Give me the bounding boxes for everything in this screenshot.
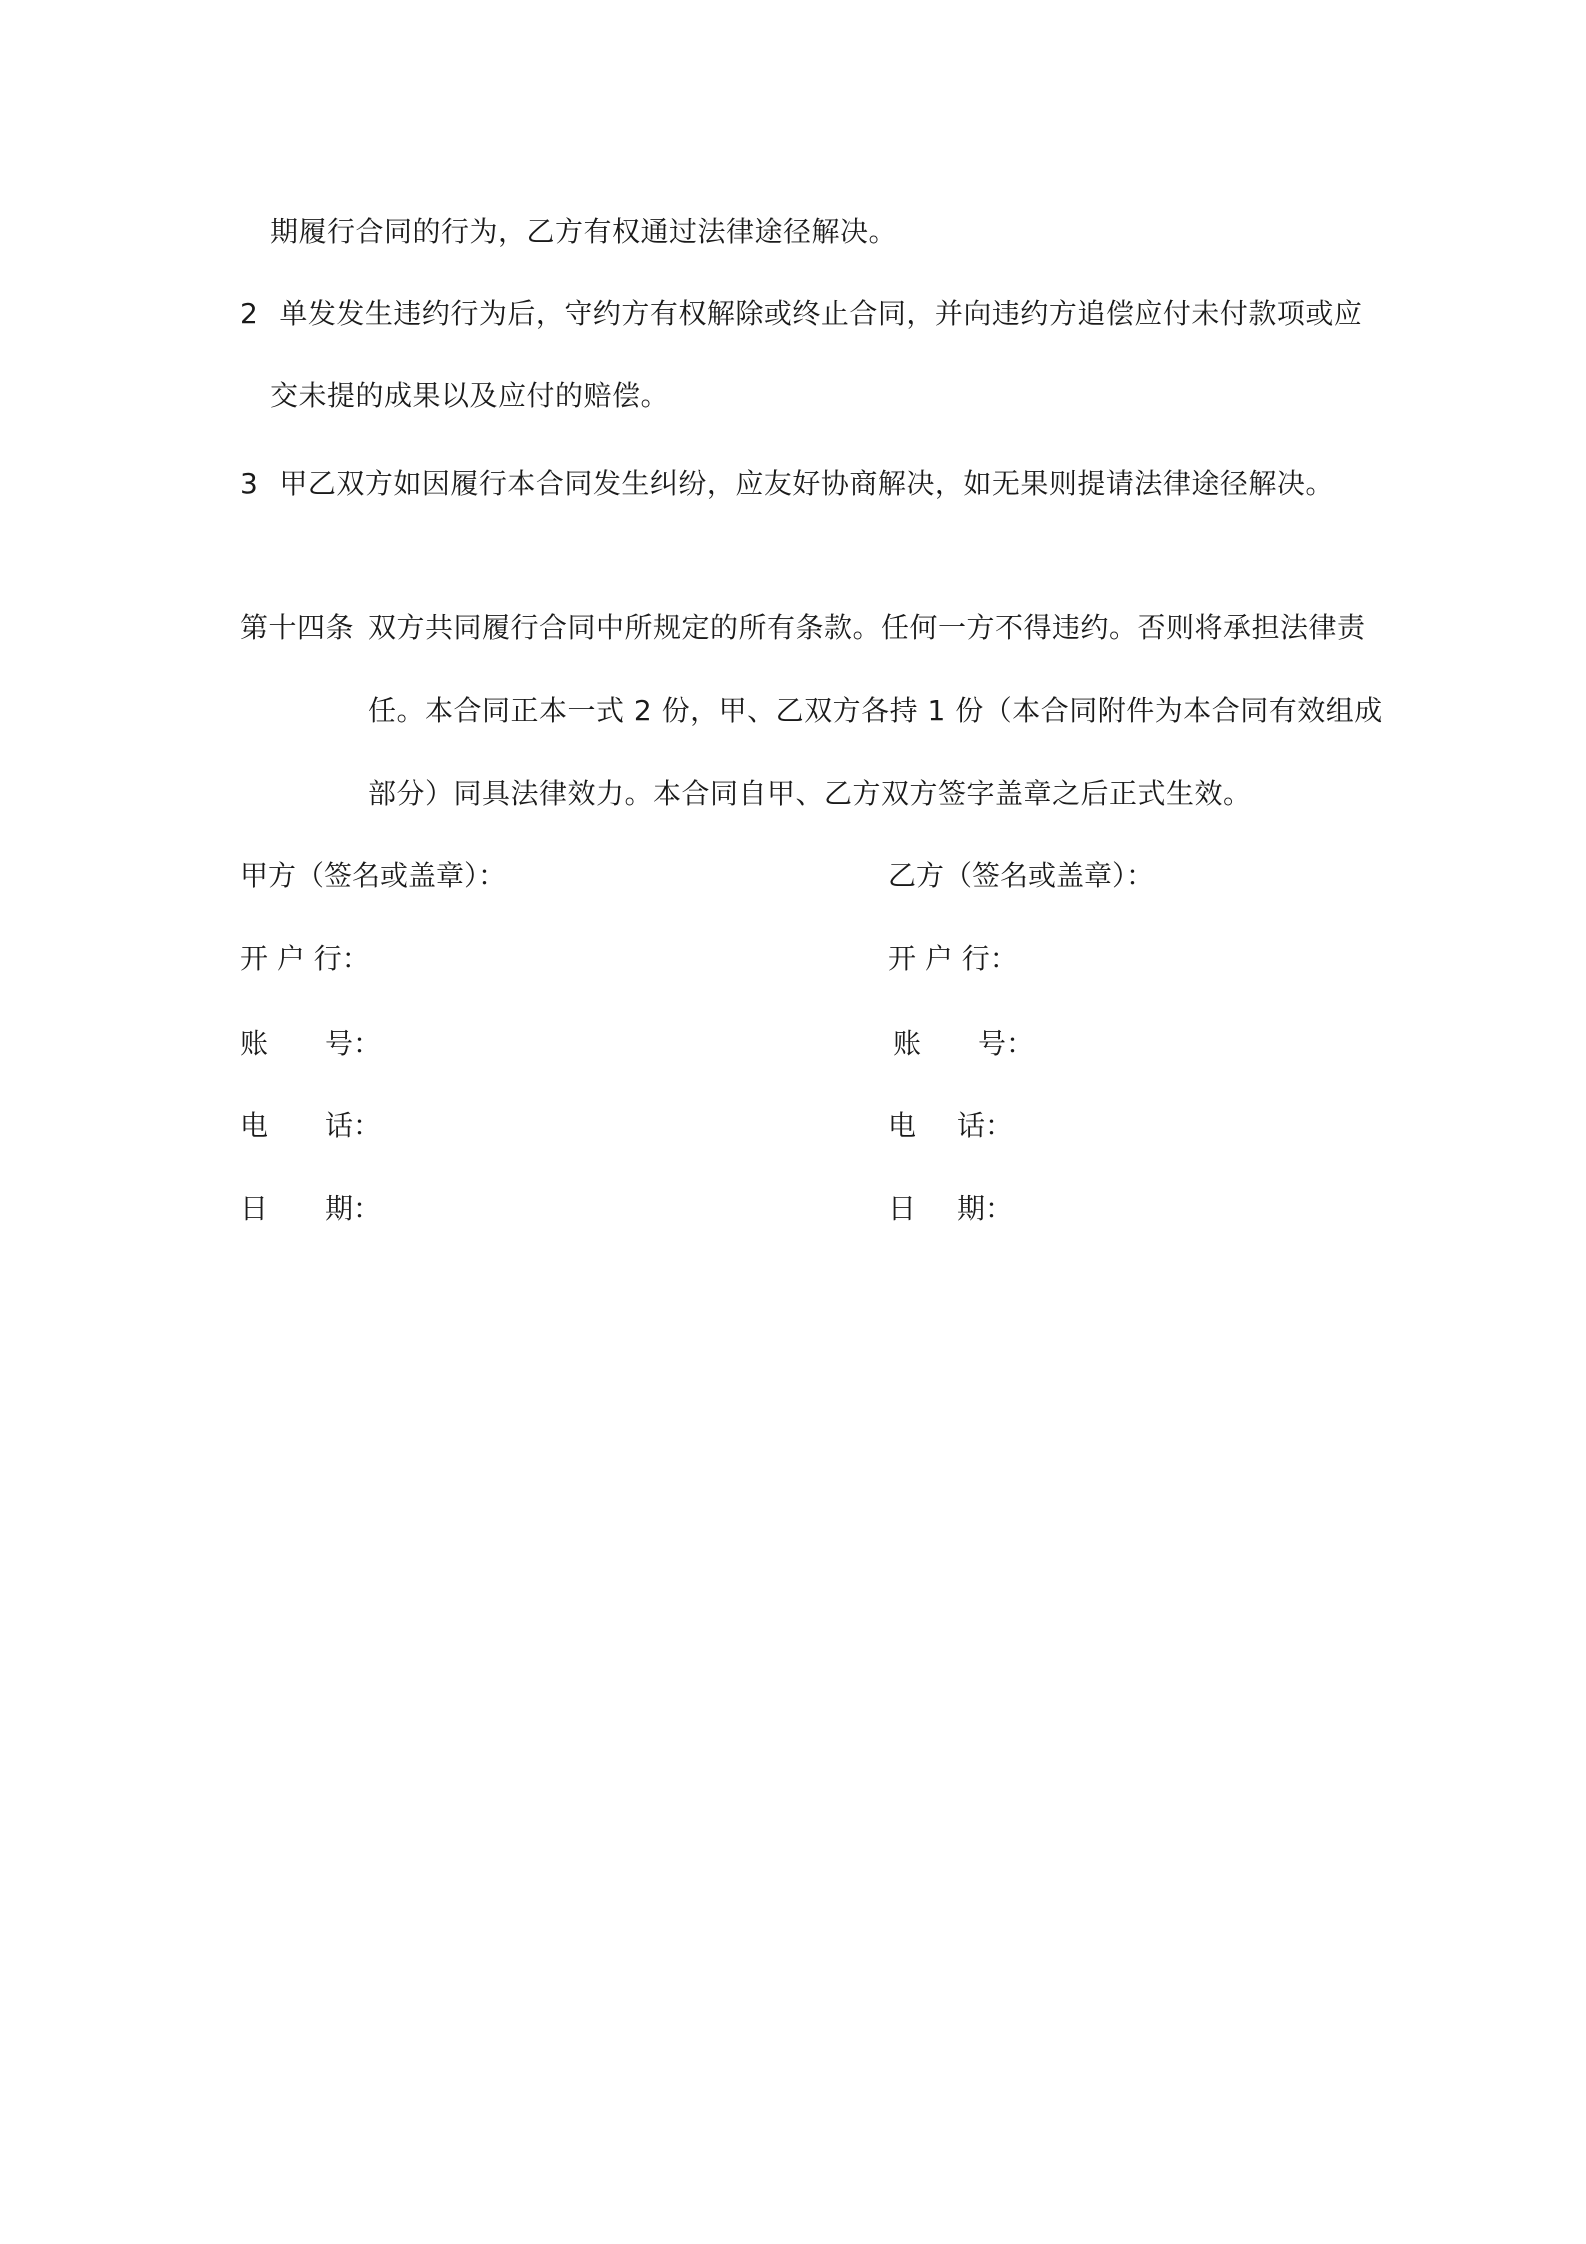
item3-text: 甲乙双方如因履行本合同发生纠纷，应友好协商解决，如无果则提请法律途径解决。 [279, 467, 1334, 500]
party-a-phone-label-1: 电 [240, 1109, 269, 1142]
party-a-bank-label: 开 户 行： [240, 942, 370, 975]
clause14-line1: 双方共同履行合同中所规定的所有条款。任何一方不得违约。否则将承担法律责 [368, 611, 1366, 644]
party-a-account-label-2: 号： [325, 1027, 382, 1060]
party-b-bank-label: 开 户 行： [888, 942, 1018, 975]
item2-number: 2 [240, 297, 259, 330]
party-a-account-label-1: 账 [240, 1027, 269, 1060]
item3-number: 3 [240, 467, 259, 500]
party-b-date-label-1: 日 [888, 1192, 917, 1225]
item2-line2: 交未提的成果以及应付的赔偿。 [270, 379, 670, 412]
item3-line [240, 467, 1334, 500]
party-a-phone-label-2: 话： [325, 1109, 382, 1142]
party-b-title: 乙方（签名或盖章）： [888, 859, 1155, 892]
clause14-heading: 第十四条 [240, 611, 355, 644]
party-a-title: 甲方（签名或盖章）： [240, 859, 507, 892]
clause14-line3: 部分）同具法律效力。本合同自甲、乙方双方签字盖章之后正式生效。 [368, 777, 1252, 810]
item2-text1: 单发发生违约行为后，守约方有权解除或终止合同，并向违约方追偿应付未付款项或应 [279, 297, 1363, 330]
clause13-tail: 期履行合同的行为，乙方有权通过法律途径解决。 [270, 215, 898, 248]
party-a-date-label-1: 日 [240, 1192, 269, 1225]
party-b-phone-label-2: 话： [957, 1109, 1014, 1142]
party-a-date-label-2: 期： [325, 1192, 382, 1225]
party-b-account-label-2: 号： [978, 1027, 1035, 1060]
clause14-line2: 任。本合同正本一式 2 份，甲、乙双方各持 1 份（本合同附件为本合同有效组成 [368, 694, 1383, 727]
item2-line1 [240, 297, 1363, 330]
party-b-phone-label-1: 电 [888, 1109, 917, 1142]
party-b-account-label-1: 账 [893, 1027, 922, 1060]
party-b-date-label-2: 期： [957, 1192, 1014, 1225]
